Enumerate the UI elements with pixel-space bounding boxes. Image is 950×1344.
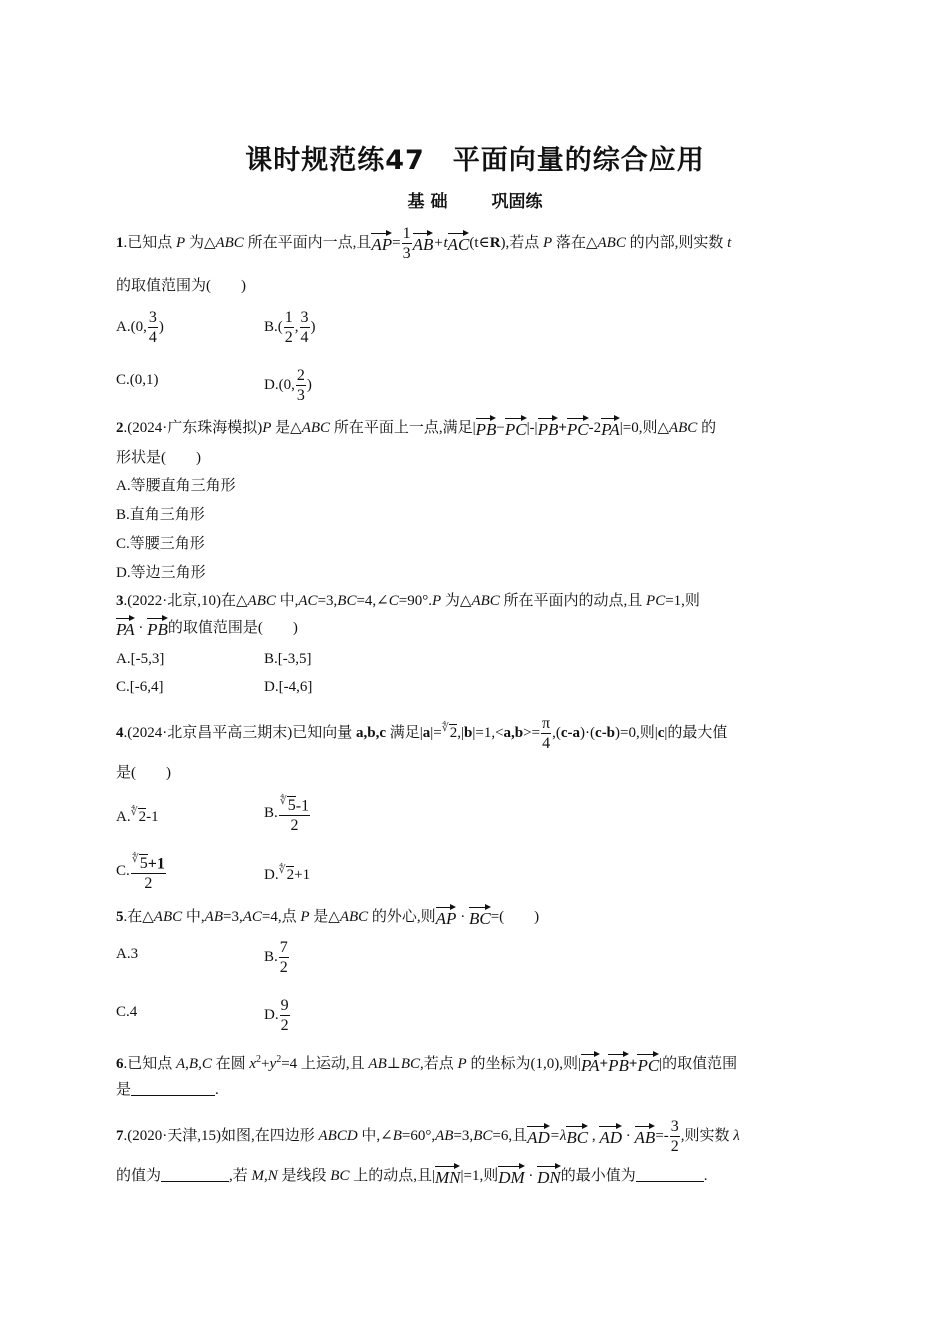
numerator: 1 [402,225,411,242]
option-d[interactable]: D.[-4,6] [264,679,313,695]
text: + [261,1056,270,1072]
denominator: 2 [280,1017,289,1034]
vector-bc: BC [566,1124,588,1146]
radical-sign: ∜ [278,864,286,876]
question-number: 4 [116,724,124,741]
var-abc: ABC [153,909,183,925]
text: 为△ [185,234,216,251]
text: B. [264,948,278,965]
var-abc: ABC [215,234,244,251]
sqrt [131,802,147,827]
var-abc: ABC [597,234,626,251]
denominator: 2 [284,329,293,346]
text: =4,点 [261,909,301,925]
numerator: 3 [300,309,309,326]
numerator: 2 [296,367,305,384]
radicand: 5 [287,797,296,815]
text: .(2020·天津,15)如图,在四边形 [123,1127,319,1144]
text: A.(0, [116,318,147,335]
answer-blank[interactable] [636,1166,704,1182]
text: =3, [453,1127,474,1144]
text: =60°, [401,1127,436,1144]
vector-pb: PB [476,416,497,438]
text: 是△ [271,420,302,436]
var-t: t [727,234,732,251]
option-b[interactable] [264,792,311,835]
text: )·( [580,724,596,741]
vector-dm: DM [498,1164,524,1186]
denominator: 4 [148,329,157,346]
numerator [131,850,166,874]
numerator: 9 [280,997,289,1014]
option-a[interactable]: A.3 [116,946,139,962]
option-a[interactable]: A.[-5,3] [116,651,165,667]
text: − [496,420,505,436]
question-number: 1 [116,234,124,251]
var-ab: AB [435,1127,454,1144]
option-c[interactable]: C.(0,1) [116,372,159,388]
radical-sign: ∜ [279,795,287,807]
text: 落在△ [552,234,598,251]
vector-a: a [422,724,431,741]
text: -2 [588,420,602,436]
text: 满足| [386,724,423,741]
vector-ad: AD [527,1124,550,1146]
question-3-stem-line2 [116,616,836,638]
text: ),若点 [500,234,544,251]
question-2-stem [116,416,836,438]
text: . [703,1168,708,1184]
option-c[interactable] [116,850,167,893]
fraction [300,308,310,347]
text: B. [264,805,278,822]
option-b[interactable]: B.直角三角形 [116,507,205,523]
vector-mn: MN [435,1164,461,1186]
var-pc: PC [646,593,666,609]
text: , [588,1127,600,1144]
text: ) [306,376,312,393]
fraction [131,850,166,893]
text: 所在平面内一点,且 [243,234,372,251]
vector-c: c [657,724,665,741]
vector-b: b [464,724,473,741]
numerator [279,792,310,816]
text: 的坐标为(1,0),则| [466,1056,581,1072]
vectors-ab: a,b [503,724,524,741]
question-1-stem-line2: 的取值范围为( ) [116,278,246,294]
text: · [456,909,469,925]
var-lambda: λ [733,1127,740,1144]
var-ac: AC [242,909,262,925]
text: ⊥ [386,1056,401,1072]
vector-pc: PC [567,416,589,438]
text: |-| [526,420,538,436]
radicand: 2 [449,724,458,741]
numerator: 3 [148,309,157,326]
var-c: C [388,593,399,609]
denominator: 4 [300,329,309,346]
question-7-stem [116,1117,836,1156]
text: >= [523,724,541,741]
var-abc: ABC [247,593,276,609]
text: |的取值范围 [659,1056,738,1072]
text: .(2024·广东珠海模拟) [123,420,263,436]
vector-expr: c-b [595,724,616,741]
var-mn: M,N [251,1168,278,1184]
text: =4,∠ [356,593,389,609]
text: =λ [549,1127,567,1144]
var-abc: ABC [668,420,698,436]
option-d[interactable] [264,996,291,1035]
vector-expr: c-a [560,724,581,741]
text: ) [310,318,316,335]
var-bc: BC [400,1056,421,1072]
text: .已知点 [123,234,177,251]
text: B.( [264,318,283,335]
text: =4 上运动,且 [281,1056,369,1072]
text: =1,则 [665,593,700,609]
question-number: 3 [116,593,124,609]
vector-ab: AB [635,1124,656,1146]
answer-blank[interactable] [161,1166,229,1182]
text: 为△ [441,593,472,609]
numerator: π [542,715,551,732]
vector-ap: AP [371,231,392,253]
var-ac: AC [298,593,318,609]
section-subtitle [0,187,950,212]
text: · [622,1127,635,1144]
text: 所在平面上一点,满足| [330,420,476,436]
sqrt [132,850,148,873]
denominator: 4 [542,735,551,752]
text: + [628,1056,638,1072]
exponent: 2 [276,1054,282,1065]
text: .在△ [123,909,154,925]
text: 的取值范围是( ) [167,620,298,636]
text: -1 [146,809,159,825]
text: 中, [182,909,205,925]
text: 是 [116,1082,132,1098]
text: · [524,1168,538,1184]
text: 中,∠ [357,1127,393,1144]
var-p: P [262,420,272,436]
numerator: 1 [284,309,293,326]
denominator: 2 [144,875,153,893]
question-number: 2 [116,420,124,436]
text: -1 [295,797,310,815]
text: + [558,420,567,436]
text: |的最大值 [664,724,728,741]
sqrt [280,792,296,815]
text: ,若 [229,1168,252,1184]
text: . [215,1082,219,1098]
fraction [296,366,306,405]
fraction [148,308,158,347]
radical-sign: ∜ [130,806,138,818]
var-abcd: ABCD [318,1127,358,1144]
text: =- [655,1127,669,1144]
var-p: P [300,909,310,925]
fraction [280,996,290,1035]
var-abc: ABC [471,593,500,609]
exponent: 2 [256,1054,262,1065]
page-title: 课时规范练47 平面向量的综合应用 [245,145,705,176]
option-b[interactable]: B.[-3,5] [264,651,312,667]
text: 的最小值为 [560,1168,636,1184]
vector-ab: AB [413,231,434,253]
fraction [541,714,551,753]
text: =3, [222,909,243,925]
sqrt [442,718,458,743]
denominator: 2 [670,1138,679,1155]
denominator: 3 [296,387,305,404]
option-d[interactable] [264,366,312,405]
denominator: 2 [290,817,299,835]
text: =6,且 [492,1127,528,1144]
text: D.(0, [264,376,295,393]
question-2-stem-line2: 形状是( ) [116,450,201,466]
fraction [284,308,294,347]
option-c[interactable]: C.[-6,4] [116,679,164,695]
vector-pa: PA [581,1052,600,1074]
radicand: 5 [139,855,148,873]
option-a[interactable] [116,802,159,827]
text: ) [158,318,164,335]
option-c[interactable]: C.4 [116,1004,138,1020]
text: C. [116,863,130,880]
text: 中, [275,593,299,609]
text: (t∈ [469,234,490,251]
vector-pc: PC [505,416,527,438]
var-p: P [176,234,186,251]
text: 的内部,则实数 [625,234,728,251]
var-ab: AB [368,1056,387,1072]
text: =3, [317,593,338,609]
text: |=0,则△ [619,420,669,436]
text: =( ) [490,909,540,925]
var-abc: ABC [301,420,331,436]
text: A. [116,809,131,825]
text: +1 [294,867,311,883]
option-b[interactable] [264,938,290,977]
vector-ac: AC [448,231,470,253]
text: |= [430,724,442,741]
vector-pc: PC [637,1052,659,1074]
denominator: 2 [279,959,288,976]
vector-pb: PB [538,416,559,438]
text: + [599,1056,609,1072]
text: 在圆 [211,1056,250,1072]
question-3-stem [116,591,836,611]
question-4-stem-line2: 是( ) [116,765,171,781]
text: = [392,234,401,251]
option-d[interactable] [264,860,310,885]
vector-ad: AD [599,1124,622,1146]
text: · [134,620,148,636]
var-abc: ABC [339,909,369,925]
text: =90°. [398,593,432,609]
var-bc: BC [337,593,357,609]
option-c[interactable]: C.等腰三角形 [116,536,205,552]
text: 上的动点,且| [349,1168,435,1184]
radical-sign: ∜ [131,853,139,865]
vector-pa: PA [116,616,135,638]
radicand: 2 [286,867,295,883]
text: +1 [147,855,165,873]
text: 所在平面内的动点,且 [499,593,647,609]
denominator: 3 [402,245,411,262]
fraction [279,792,310,835]
text: 是线段 [277,1168,331,1184]
var-bc: BC [330,1168,350,1184]
vector-pb: PB [147,616,168,638]
vector-ap: AP [436,905,457,927]
var-b: B [392,1127,402,1144]
option-a[interactable] [116,308,164,347]
question-number: 6 [116,1056,124,1072]
option-d[interactable]: D.等边三角形 [116,565,206,581]
fraction [279,938,289,977]
text: 的外心,则 [368,909,436,925]
radicand: 2 [138,809,147,825]
text: , [294,318,299,335]
fraction [402,224,412,263]
vector-dn: DN [537,1164,561,1186]
option-a[interactable]: A.等腰直角三角形 [116,478,236,494]
vector-pa: PA [601,416,620,438]
var-ab: AB [204,909,223,925]
text: 的 [697,420,717,436]
var-y: y [269,1056,277,1072]
text: ,若点 [420,1056,458,1072]
var-points: A,B,C [176,1056,212,1072]
text: .(2024·北京昌平高三期末)已知向量 [123,724,356,741]
text: 是△ [309,909,340,925]
question-7-stem-line2 [116,1164,836,1186]
vectors-abc: a,b,c [356,724,386,741]
radical-sign: ∜ [441,721,449,734]
var-bc: BC [473,1127,493,1144]
question-6-stem [116,1050,836,1074]
text: 的值为 [116,1168,162,1184]
var-p: P [457,1056,467,1072]
question-5-stem [116,905,836,927]
set-r: R [489,234,501,251]
text: ,则实数 [680,1127,734,1144]
answer-blank[interactable] [131,1080,215,1096]
text: +t [433,234,448,251]
numerator: 7 [279,939,288,956]
text: ,| [457,724,465,741]
text: |=1,< [472,724,504,741]
text: .(2022·北京,10)在△ [123,593,248,609]
question-6-stem-line2 [116,1080,836,1100]
text: D. [264,1006,279,1023]
question-1-stem [116,224,836,263]
vector-bc: BC [469,905,491,927]
question-number: 5 [116,909,124,925]
subtitle-left: 基 础 [407,192,448,212]
var-p: P [431,593,442,609]
option-b[interactable] [264,308,316,347]
sqrt [279,860,295,885]
vector-pb: PB [608,1052,629,1074]
text: D. [264,867,279,883]
question-number: 7 [116,1127,124,1144]
var-x: x [249,1056,257,1072]
text: .已知点 [123,1056,177,1072]
var-p: P [543,234,553,251]
text: )=0,则| [615,724,658,741]
text: |=1,则 [460,1168,499,1184]
subtitle-right: 巩固练 [491,192,543,212]
numerator: 3 [670,1118,679,1135]
fraction [670,1117,680,1156]
question-4-stem [116,714,836,753]
text: ,( [552,724,561,741]
